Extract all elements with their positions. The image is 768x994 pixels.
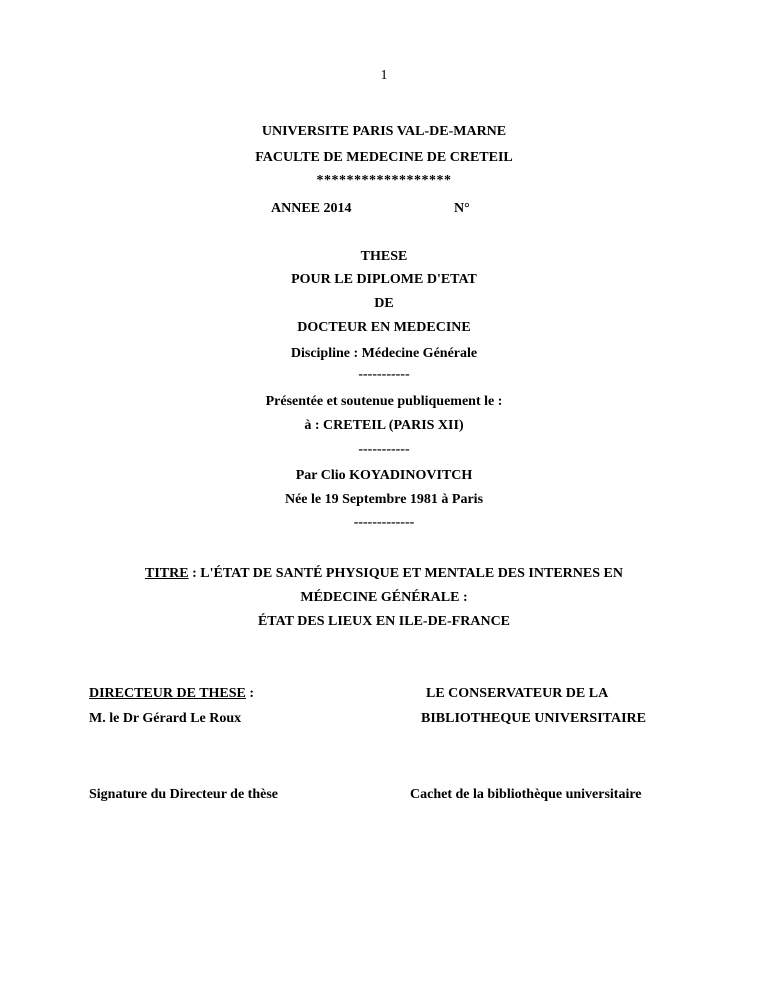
star-separator: ****************** [316, 173, 452, 188]
dash-separator-2: ----------- [358, 442, 410, 457]
title-line-1-text: : L'ÉTAT DE SANTÉ PHYSIQUE ET MENTALE DES INTERNES EN [188, 566, 623, 581]
dash-separator-3: ------------- [353, 515, 415, 530]
author-line: Par Clio KOYADINOVITCH [295, 468, 473, 483]
page-number: 1 [380, 68, 388, 83]
faculty-name: FACULTE DE MEDECINE DE CRETEIL [255, 150, 513, 165]
de-line: DE [374, 296, 394, 311]
thesis-heading: THESE [360, 249, 408, 264]
birth-line: Née le 19 Septembre 1981 à Paris [284, 492, 484, 507]
director-heading [89, 686, 254, 702]
thesis-title-line-2: MÉDECINE GÉNÉRALE : [300, 590, 468, 605]
library-stamp-label: Cachet de la bibliothèque universitaire [410, 787, 642, 802]
thesis-title-line-3: ÉTAT DES LIEUX EN ILE-DE-FRANCE [257, 614, 511, 629]
dash-separator-1: ----------- [358, 367, 410, 382]
director-label: DIRECTEUR DE THESE [89, 686, 246, 701]
director-name: M. le Dr Gérard Le Roux [89, 711, 242, 726]
library-line-2: BIBLIOTHEQUE UNIVERSITAIRE [421, 711, 646, 726]
university-name: UNIVERSITE PARIS VAL-DE-MARNE [261, 124, 507, 139]
diploma-line: POUR LE DIPLOME D'ETAT [291, 272, 477, 287]
thesis-title-line-1 [0, 566, 768, 582]
presented-line: Présentée et soutenue publiquement le : [265, 394, 503, 409]
year-label: ANNEE 2014 [271, 201, 352, 216]
number-label: N° [454, 201, 470, 216]
location-line: à : CRETEIL (PARIS XII) [304, 418, 464, 433]
title-label: TITRE [145, 566, 189, 581]
director-signature-label: Signature du Directeur de thèse [89, 787, 278, 802]
doctor-line: DOCTEUR EN MEDECINE [297, 320, 471, 335]
library-line-1: LE CONSERVATEUR DE LA [426, 686, 609, 701]
director-colon: : [245, 686, 255, 701]
discipline-line: Discipline : Médecine Générale [290, 346, 478, 361]
